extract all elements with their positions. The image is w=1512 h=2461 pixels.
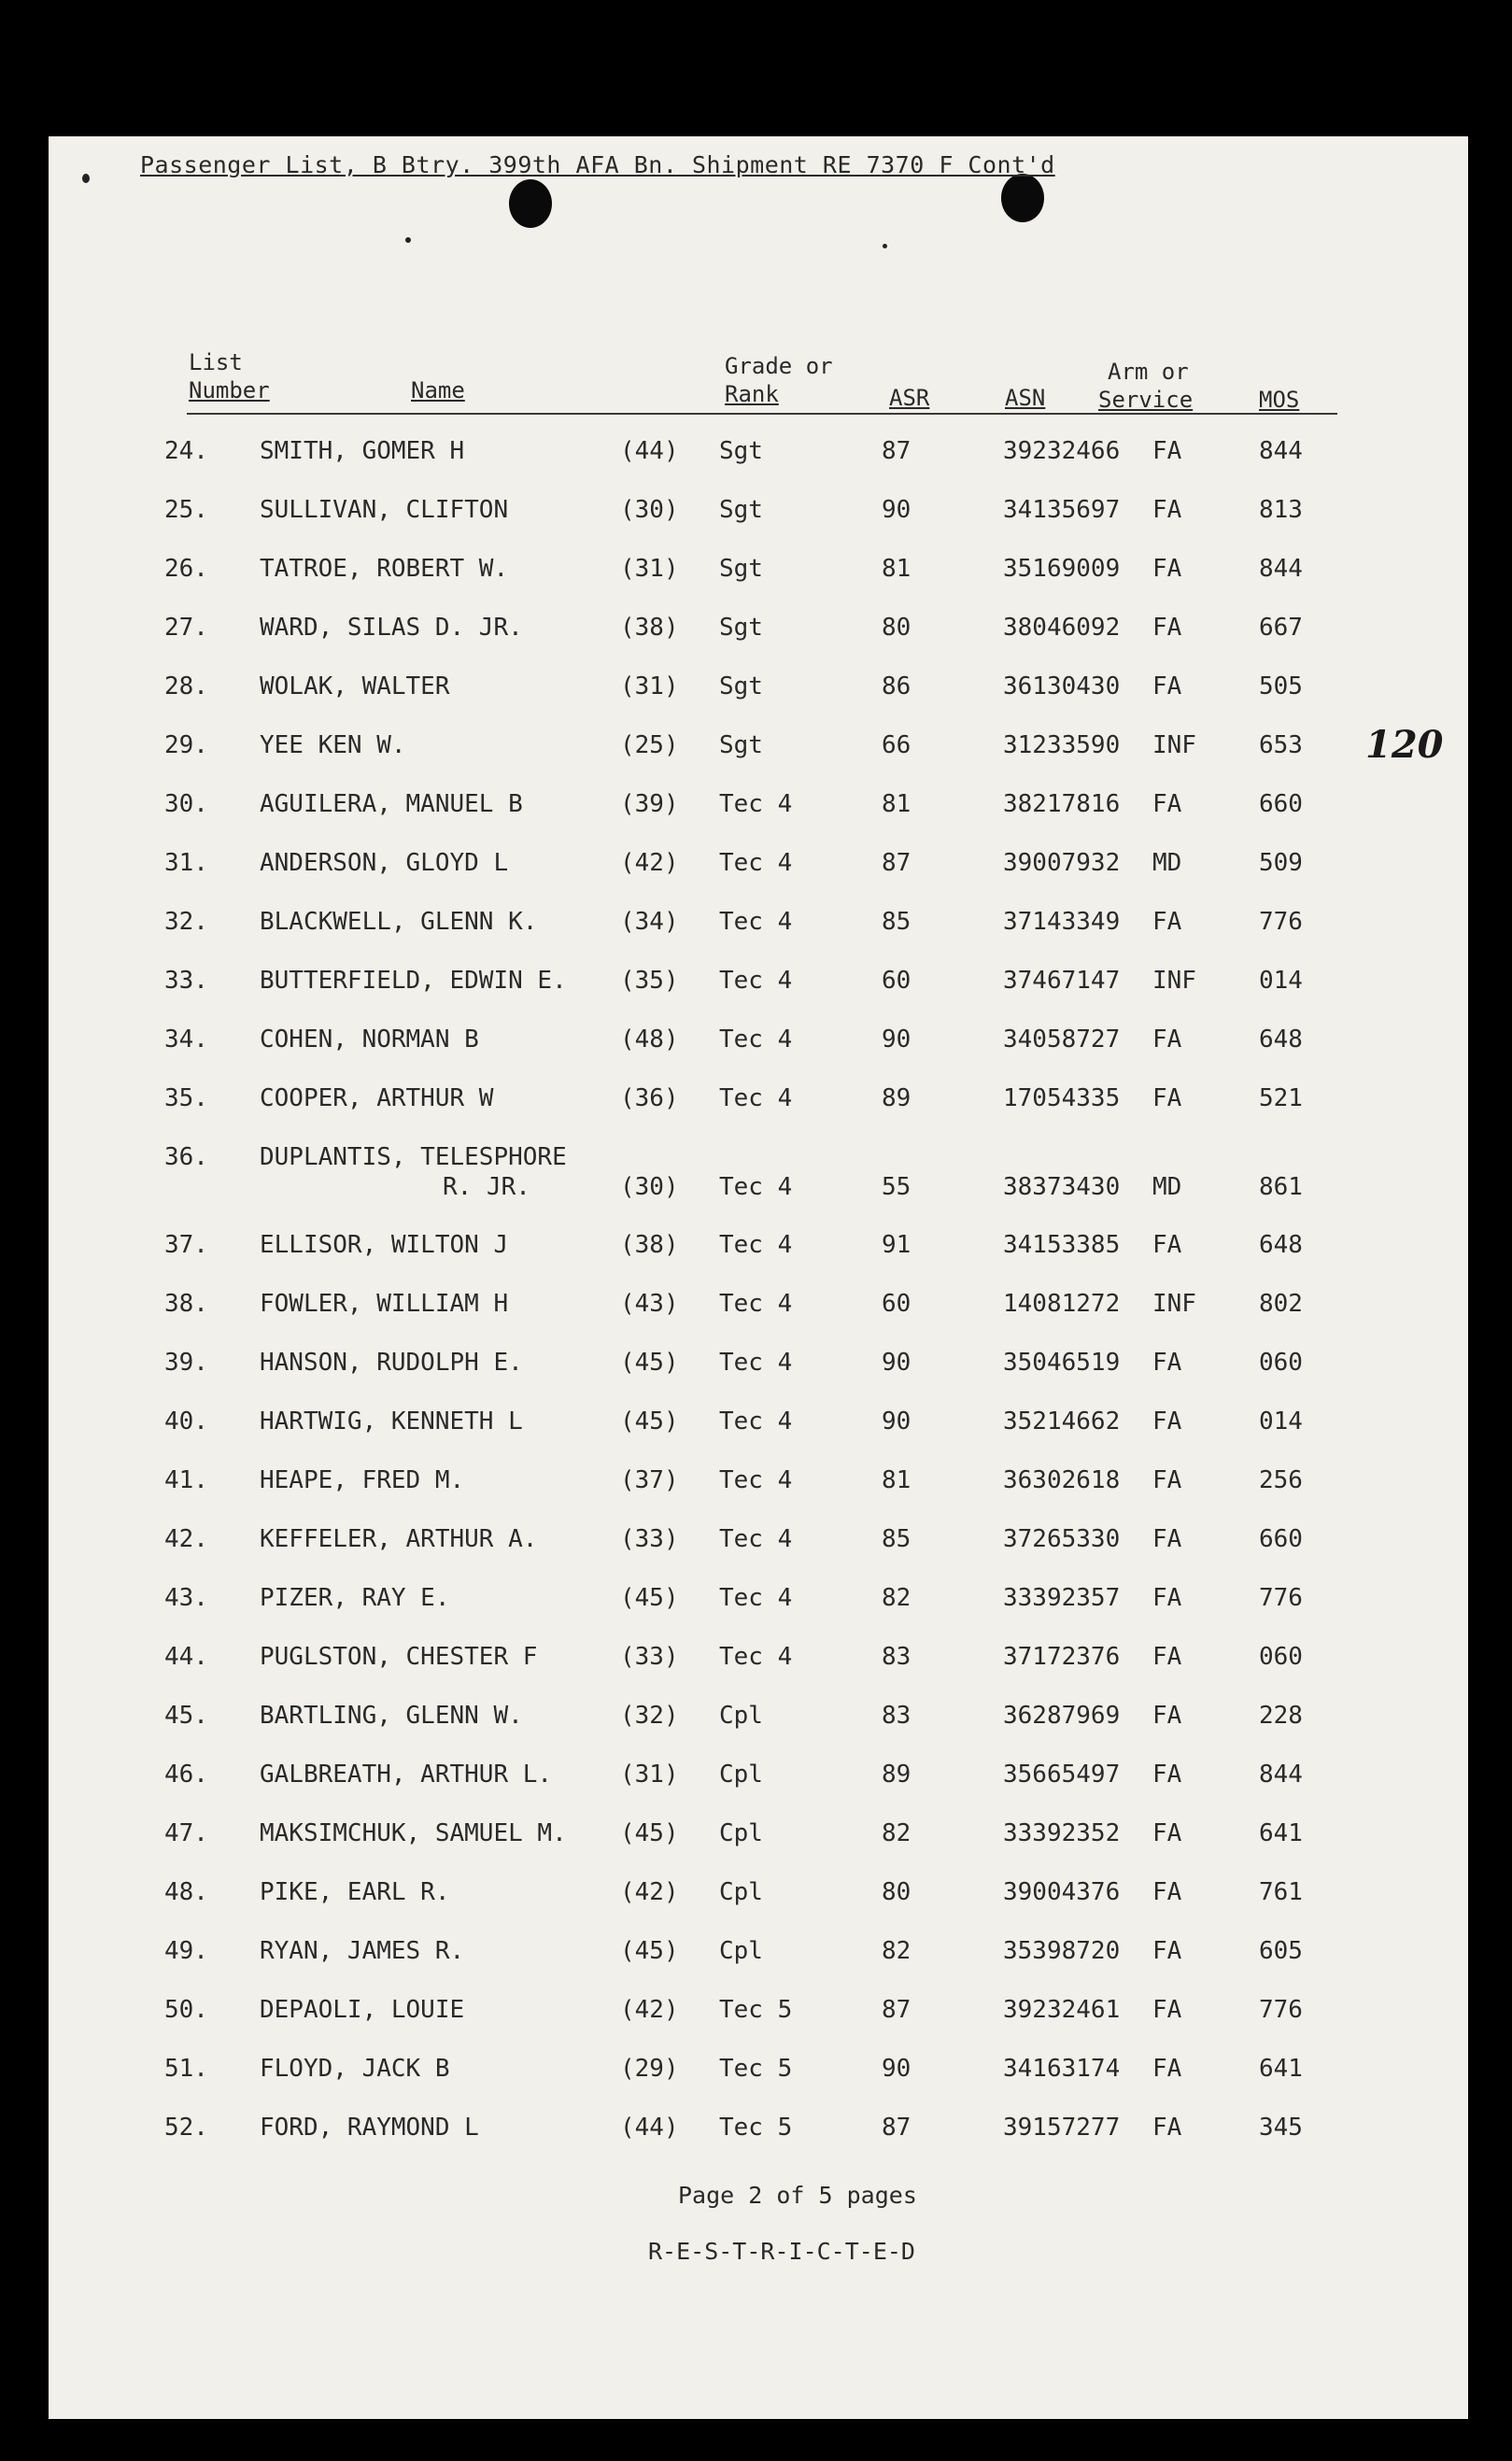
cell-mos: 648 bbox=[1259, 1231, 1303, 1259]
cell-asn: 39004376 bbox=[1003, 1878, 1121, 1906]
document-title: Passenger List, B Btry. 399th AFA Bn. Shipment RE 7370 F Cont'd bbox=[140, 151, 1055, 178]
ink-speck bbox=[883, 244, 887, 248]
cell-age: (45) bbox=[620, 1819, 679, 1847]
cell-rank: Sgt bbox=[719, 496, 763, 524]
cell-asn: 37143349 bbox=[1003, 908, 1121, 936]
cell-num: 30. bbox=[164, 790, 208, 818]
table-row bbox=[0, 790, 1420, 849]
ink-speck bbox=[405, 237, 411, 243]
cell-num: 52. bbox=[164, 2114, 208, 2142]
cell-num: 49. bbox=[164, 1937, 208, 1965]
cell-rank: Cpl bbox=[719, 1878, 763, 1906]
cell-age: (33) bbox=[620, 1525, 679, 1553]
table-row bbox=[0, 1525, 1420, 1584]
cell-arm: FA bbox=[1152, 1084, 1182, 1112]
cell-num: 50. bbox=[164, 1996, 208, 2024]
cell-asr: 86 bbox=[882, 672, 911, 700]
cell-arm: FA bbox=[1152, 672, 1182, 700]
cell-asr: 87 bbox=[882, 437, 911, 465]
cell-age: (31) bbox=[620, 672, 679, 700]
cell-num: 28. bbox=[164, 672, 208, 700]
cell-mos: 014 bbox=[1259, 1407, 1303, 1436]
header-name: Name bbox=[411, 377, 465, 403]
header-arm: Arm or bbox=[1108, 359, 1189, 385]
cell-arm: FA bbox=[1152, 2114, 1182, 2142]
table-row bbox=[0, 1996, 1420, 2055]
cell-asr: 82 bbox=[882, 1819, 911, 1847]
cell-num: 36. bbox=[164, 1143, 208, 1171]
cell-asr: 60 bbox=[882, 1290, 911, 1318]
cell-rank: Tec 4 bbox=[719, 790, 793, 818]
cell-name-continued: R. JR. bbox=[443, 1173, 530, 1201]
cell-name: HANSON, RUDOLPH E. bbox=[260, 1349, 523, 1377]
cell-arm: FA bbox=[1152, 1584, 1182, 1612]
cell-age: (31) bbox=[620, 1761, 679, 1789]
cell-age: (36) bbox=[620, 1084, 679, 1112]
cell-asn: 38217816 bbox=[1003, 790, 1121, 818]
cell-asr: 90 bbox=[882, 2055, 911, 2083]
cell-mos: 648 bbox=[1259, 1025, 1303, 1054]
cell-asr: 87 bbox=[882, 1996, 911, 2024]
cell-asn: 39157277 bbox=[1003, 2114, 1121, 2142]
cell-mos: 802 bbox=[1259, 1290, 1303, 1318]
cell-arm: FA bbox=[1152, 1702, 1182, 1730]
cell-mos: 605 bbox=[1259, 1937, 1303, 1965]
table-row bbox=[0, 731, 1420, 790]
punch-hole-left bbox=[509, 179, 552, 228]
cell-asr: 82 bbox=[882, 1584, 911, 1612]
cell-arm: FA bbox=[1152, 2055, 1182, 2083]
cell-arm: FA bbox=[1152, 1878, 1182, 1906]
cell-arm: FA bbox=[1152, 437, 1182, 465]
cell-rank: Tec 4 bbox=[719, 1643, 793, 1671]
cell-name: FORD, RAYMOND L bbox=[260, 2114, 479, 2142]
cell-asn: 39232461 bbox=[1003, 1996, 1121, 2024]
cell-num: 31. bbox=[164, 849, 208, 877]
cell-mos: 256 bbox=[1259, 1466, 1303, 1494]
cell-asn: 35169009 bbox=[1003, 555, 1121, 583]
table-row bbox=[0, 1466, 1420, 1525]
classification-footer: R-E-S-T-R-I-C-T-E-D bbox=[648, 2238, 915, 2265]
table-row bbox=[0, 1584, 1420, 1643]
table-row bbox=[0, 1937, 1420, 1996]
cell-asn: 35214662 bbox=[1003, 1407, 1121, 1436]
cell-age: (30) bbox=[620, 496, 679, 524]
cell-num: 48. bbox=[164, 1878, 208, 1906]
cell-asr: 87 bbox=[882, 849, 911, 877]
cell-rank: Sgt bbox=[719, 672, 763, 700]
header-rule bbox=[187, 413, 1337, 415]
cell-num: 43. bbox=[164, 1584, 208, 1612]
cell-asr: 81 bbox=[882, 1466, 911, 1494]
cell-mos: 761 bbox=[1259, 1878, 1303, 1906]
cell-rank: Tec 4 bbox=[719, 1231, 793, 1259]
cell-age: (33) bbox=[620, 1643, 679, 1671]
cell-name: SULLIVAN, CLIFTON bbox=[260, 496, 509, 524]
cell-arm: FA bbox=[1152, 555, 1182, 583]
cell-mos: 660 bbox=[1259, 790, 1303, 818]
cell-rank: Tec 4 bbox=[719, 967, 793, 995]
cell-mos: 228 bbox=[1259, 1702, 1303, 1730]
cell-num: 40. bbox=[164, 1407, 208, 1436]
cell-arm: FA bbox=[1152, 1937, 1182, 1965]
table-row bbox=[0, 967, 1420, 1025]
cell-asr: 66 bbox=[882, 731, 911, 759]
cell-age: (45) bbox=[620, 1407, 679, 1436]
cell-mos: 505 bbox=[1259, 672, 1303, 700]
cell-rank: Tec 5 bbox=[719, 1996, 793, 2024]
cell-rank: Cpl bbox=[719, 1761, 763, 1789]
cell-age: (25) bbox=[620, 731, 679, 759]
table-row bbox=[0, 614, 1420, 672]
cell-mos: 844 bbox=[1259, 437, 1303, 465]
cell-num: 24. bbox=[164, 437, 208, 465]
cell-asr: 81 bbox=[882, 790, 911, 818]
cell-asn: 34163174 bbox=[1003, 2055, 1121, 2083]
cell-rank: Tec 4 bbox=[719, 1525, 793, 1553]
cell-asr: 89 bbox=[882, 1084, 911, 1112]
cell-rank: Sgt bbox=[719, 555, 763, 583]
cell-age: (29) bbox=[620, 2055, 679, 2083]
cell-num: 26. bbox=[164, 555, 208, 583]
cell-num: 38. bbox=[164, 1290, 208, 1318]
cell-rank: Sgt bbox=[719, 437, 763, 465]
cell-asn: 36130430 bbox=[1003, 672, 1121, 700]
cell-mos: 521 bbox=[1259, 1084, 1303, 1112]
cell-num: 42. bbox=[164, 1525, 208, 1553]
table-row bbox=[0, 1878, 1420, 1937]
cell-age: (48) bbox=[620, 1025, 679, 1054]
cell-name: FOWLER, WILLIAM H bbox=[260, 1290, 509, 1318]
cell-rank: Cpl bbox=[719, 1702, 763, 1730]
cell-asr: 82 bbox=[882, 1937, 911, 1965]
cell-rank: Tec 4 bbox=[719, 1466, 793, 1494]
cell-asr: 90 bbox=[882, 1349, 911, 1377]
cell-name: DUPLANTIS, TELESPHORE bbox=[260, 1143, 567, 1171]
cell-arm: FA bbox=[1152, 1525, 1182, 1553]
cell-rank: Tec 4 bbox=[719, 1084, 793, 1112]
cell-mos: 660 bbox=[1259, 1525, 1303, 1553]
cell-age: (30) bbox=[620, 1173, 679, 1201]
cell-name: ELLISOR, WILTON J bbox=[260, 1231, 509, 1259]
cell-rank: Tec 4 bbox=[719, 1349, 793, 1377]
cell-asr: 85 bbox=[882, 908, 911, 936]
cell-arm: FA bbox=[1152, 908, 1182, 936]
cell-num: 29. bbox=[164, 731, 208, 759]
cell-num: 39. bbox=[164, 1349, 208, 1377]
cell-arm: FA bbox=[1152, 1025, 1182, 1054]
cell-arm: MD bbox=[1152, 1173, 1182, 1201]
table-row bbox=[0, 555, 1420, 614]
cell-rank: Tec 4 bbox=[719, 908, 793, 936]
cell-age: (38) bbox=[620, 614, 679, 642]
cell-name: BARTLING, GLENN W. bbox=[260, 1702, 523, 1730]
cell-age: (42) bbox=[620, 1878, 679, 1906]
cell-mos: 653 bbox=[1259, 731, 1303, 759]
cell-rank: Tec 4 bbox=[719, 1584, 793, 1612]
cell-asn: 33392357 bbox=[1003, 1584, 1121, 1612]
table-row bbox=[0, 672, 1420, 731]
cell-name: MAKSIMCHUK, SAMUEL M. bbox=[260, 1819, 567, 1847]
cell-arm: FA bbox=[1152, 1996, 1182, 2024]
cell-num: 32. bbox=[164, 908, 208, 936]
cell-arm: FA bbox=[1152, 614, 1182, 642]
page-footer: Page 2 of 5 pages bbox=[678, 2182, 917, 2209]
table-row bbox=[0, 908, 1420, 967]
table-row bbox=[0, 849, 1420, 908]
header-rank: Rank bbox=[725, 381, 779, 407]
margin-page-number: 120 bbox=[1365, 723, 1444, 767]
cell-asn: 36287969 bbox=[1003, 1702, 1121, 1730]
cell-asn: 17054335 bbox=[1003, 1084, 1121, 1112]
cell-age: (45) bbox=[620, 1584, 679, 1612]
ink-speck bbox=[82, 174, 90, 183]
cell-asn: 33392352 bbox=[1003, 1819, 1121, 1847]
cell-age: (42) bbox=[620, 849, 679, 877]
cell-name: COHEN, NORMAN B bbox=[260, 1025, 479, 1054]
cell-name: KEFFELER, ARTHUR A. bbox=[260, 1525, 538, 1553]
cell-arm: FA bbox=[1152, 1466, 1182, 1494]
cell-arm: INF bbox=[1152, 1290, 1196, 1318]
cell-asr: 80 bbox=[882, 1878, 911, 1906]
table-row bbox=[0, 2114, 1420, 2172]
cell-mos: 776 bbox=[1259, 1584, 1303, 1612]
cell-name: YEE KEN W. bbox=[260, 731, 406, 759]
cell-age: (42) bbox=[620, 1996, 679, 2024]
cell-asn: 35665497 bbox=[1003, 1761, 1121, 1789]
cell-age: (45) bbox=[620, 1349, 679, 1377]
cell-asn: 39232466 bbox=[1003, 437, 1121, 465]
cell-arm: INF bbox=[1152, 731, 1196, 759]
cell-arm: FA bbox=[1152, 1819, 1182, 1847]
header-mos: MOS bbox=[1259, 387, 1300, 413]
cell-asn: 31233590 bbox=[1003, 731, 1121, 759]
table-row bbox=[0, 1231, 1420, 1290]
table-row bbox=[0, 1349, 1420, 1407]
cell-asr: 87 bbox=[882, 2114, 911, 2142]
table-row bbox=[0, 1143, 1420, 1231]
cell-num: 25. bbox=[164, 496, 208, 524]
cell-name: GALBREATH, ARTHUR L. bbox=[260, 1761, 553, 1789]
cell-asr: 80 bbox=[882, 614, 911, 642]
cell-arm: FA bbox=[1152, 496, 1182, 524]
cell-mos: 641 bbox=[1259, 1819, 1303, 1847]
cell-arm: FA bbox=[1152, 1761, 1182, 1789]
cell-asn: 35046519 bbox=[1003, 1349, 1121, 1377]
cell-asr: 60 bbox=[882, 967, 911, 995]
cell-age: (37) bbox=[620, 1466, 679, 1494]
cell-mos: 667 bbox=[1259, 614, 1303, 642]
cell-asr: 85 bbox=[882, 1525, 911, 1553]
cell-arm: FA bbox=[1152, 1643, 1182, 1671]
cell-asn: 37467147 bbox=[1003, 967, 1121, 995]
cell-num: 35. bbox=[164, 1084, 208, 1112]
table-row bbox=[0, 1819, 1420, 1878]
table-row bbox=[0, 1084, 1420, 1143]
table-row bbox=[0, 1702, 1420, 1761]
cell-rank: Sgt bbox=[719, 731, 763, 759]
cell-num: 46. bbox=[164, 1761, 208, 1789]
cell-name: TATROE, ROBERT W. bbox=[260, 555, 509, 583]
cell-asn: 14081272 bbox=[1003, 1290, 1121, 1318]
cell-asr: 83 bbox=[882, 1643, 911, 1671]
cell-name: RYAN, JAMES R. bbox=[260, 1937, 465, 1965]
cell-rank: Tec 4 bbox=[719, 1025, 793, 1054]
cell-name: ANDERSON, GLOYD L bbox=[260, 849, 509, 877]
cell-arm: INF bbox=[1152, 967, 1196, 995]
cell-asr: 90 bbox=[882, 496, 911, 524]
cell-asn: 34058727 bbox=[1003, 1025, 1121, 1054]
cell-mos: 345 bbox=[1259, 2114, 1303, 2142]
header-list: List bbox=[189, 349, 243, 375]
cell-arm: FA bbox=[1152, 1231, 1182, 1259]
cell-mos: 060 bbox=[1259, 1643, 1303, 1671]
table-row bbox=[0, 2055, 1420, 2114]
header-asr: ASR bbox=[889, 385, 930, 411]
cell-asr: 81 bbox=[882, 555, 911, 583]
cell-age: (34) bbox=[620, 908, 679, 936]
cell-name: PUGLSTON, CHESTER F bbox=[260, 1643, 538, 1671]
cell-name: HEAPE, FRED M. bbox=[260, 1466, 465, 1494]
cell-mos: 776 bbox=[1259, 908, 1303, 936]
cell-arm: FA bbox=[1152, 1407, 1182, 1436]
table-row bbox=[0, 1761, 1420, 1819]
cell-mos: 014 bbox=[1259, 967, 1303, 995]
cell-rank: Tec 4 bbox=[719, 1407, 793, 1436]
cell-num: 37. bbox=[164, 1231, 208, 1259]
cell-num: 27. bbox=[164, 614, 208, 642]
cell-rank: Tec 4 bbox=[719, 1173, 793, 1201]
cell-name: BLACKWELL, GLENN K. bbox=[260, 908, 538, 936]
table-row bbox=[0, 496, 1420, 555]
header-service: Service bbox=[1098, 387, 1194, 413]
cell-num: 41. bbox=[164, 1466, 208, 1494]
table-row bbox=[0, 1407, 1420, 1466]
cell-age: (45) bbox=[620, 1937, 679, 1965]
cell-age: (32) bbox=[620, 1702, 679, 1730]
cell-name: PIZER, RAY E. bbox=[260, 1584, 450, 1612]
cell-name: PIKE, EARL R. bbox=[260, 1878, 450, 1906]
cell-name: BUTTERFIELD, EDWIN E. bbox=[260, 967, 567, 995]
cell-name: SMITH, GOMER H bbox=[260, 437, 465, 465]
cell-mos: 060 bbox=[1259, 1349, 1303, 1377]
cell-num: 34. bbox=[164, 1025, 208, 1054]
cell-name: WARD, SILAS D. JR. bbox=[260, 614, 523, 642]
cell-mos: 641 bbox=[1259, 2055, 1303, 2083]
cell-age: (35) bbox=[620, 967, 679, 995]
cell-asn: 37265330 bbox=[1003, 1525, 1121, 1553]
cell-age: (39) bbox=[620, 790, 679, 818]
cell-rank: Cpl bbox=[719, 1937, 763, 1965]
cell-name: HARTWIG, KENNETH L bbox=[260, 1407, 523, 1436]
cell-mos: 861 bbox=[1259, 1173, 1303, 1201]
punch-hole-right bbox=[1001, 174, 1044, 222]
cell-rank: Tec 4 bbox=[719, 849, 793, 877]
cell-rank: Tec 5 bbox=[719, 2055, 793, 2083]
cell-asr: 83 bbox=[882, 1702, 911, 1730]
cell-num: 47. bbox=[164, 1819, 208, 1847]
cell-num: 44. bbox=[164, 1643, 208, 1671]
cell-mos: 844 bbox=[1259, 1761, 1303, 1789]
header-number: Number bbox=[189, 377, 270, 403]
cell-mos: 776 bbox=[1259, 1996, 1303, 2024]
cell-rank: Sgt bbox=[719, 614, 763, 642]
cell-age: (38) bbox=[620, 1231, 679, 1259]
cell-arm: MD bbox=[1152, 849, 1182, 877]
cell-asn: 37172376 bbox=[1003, 1643, 1121, 1671]
cell-asn: 39007932 bbox=[1003, 849, 1121, 877]
cell-mos: 813 bbox=[1259, 496, 1303, 524]
cell-arm: FA bbox=[1152, 1349, 1182, 1377]
cell-asr: 90 bbox=[882, 1025, 911, 1054]
cell-num: 45. bbox=[164, 1702, 208, 1730]
cell-name: FLOYD, JACK B bbox=[260, 2055, 450, 2083]
cell-num: 51. bbox=[164, 2055, 208, 2083]
cell-asr: 89 bbox=[882, 1761, 911, 1789]
cell-asn: 38046092 bbox=[1003, 614, 1121, 642]
cell-asn: 34135697 bbox=[1003, 496, 1121, 524]
cell-asn: 35398720 bbox=[1003, 1937, 1121, 1965]
cell-age: (31) bbox=[620, 555, 679, 583]
table-row bbox=[0, 1025, 1420, 1084]
cell-rank: Cpl bbox=[719, 1819, 763, 1847]
table-row bbox=[0, 437, 1420, 496]
table-row bbox=[0, 1643, 1420, 1702]
cell-asn: 36302618 bbox=[1003, 1466, 1121, 1494]
cell-age: (44) bbox=[620, 437, 679, 465]
cell-age: (44) bbox=[620, 2114, 679, 2142]
cell-name: DEPAOLI, LOUIE bbox=[260, 1996, 465, 2024]
header-grade: Grade or bbox=[725, 353, 833, 379]
cell-mos: 844 bbox=[1259, 555, 1303, 583]
cell-name: COOPER, ARTHUR W bbox=[260, 1084, 494, 1112]
cell-arm: FA bbox=[1152, 790, 1182, 818]
cell-asr: 91 bbox=[882, 1231, 911, 1259]
header-asn: ASN bbox=[1005, 385, 1046, 411]
cell-name: WOLAK, WALTER bbox=[260, 672, 450, 700]
cell-rank: Tec 5 bbox=[719, 2114, 793, 2142]
cell-asn: 34153385 bbox=[1003, 1231, 1121, 1259]
cell-rank: Tec 4 bbox=[719, 1290, 793, 1318]
table-row bbox=[0, 1290, 1420, 1349]
cell-mos: 509 bbox=[1259, 849, 1303, 877]
cell-asn: 38373430 bbox=[1003, 1173, 1121, 1201]
cell-age: (43) bbox=[620, 1290, 679, 1318]
cell-num: 33. bbox=[164, 967, 208, 995]
cell-asr: 55 bbox=[882, 1173, 911, 1201]
cell-asr: 90 bbox=[882, 1407, 911, 1436]
cell-name: AGUILERA, MANUEL B bbox=[260, 790, 523, 818]
